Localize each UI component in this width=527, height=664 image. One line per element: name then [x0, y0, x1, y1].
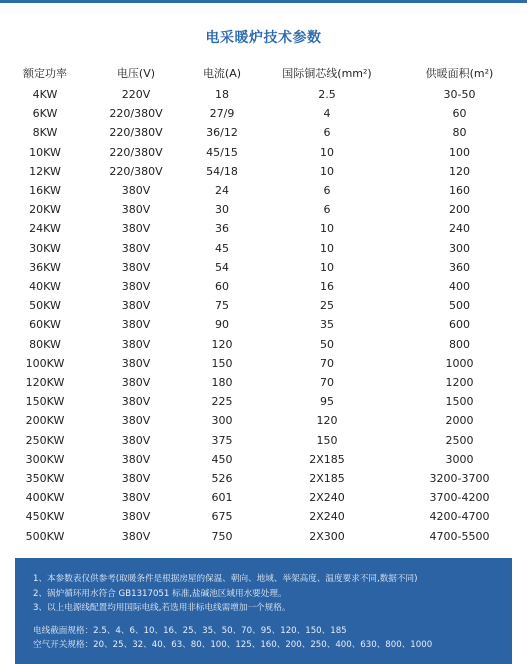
- cell-voltage: 380V: [121, 433, 151, 447]
- cell-heating-area: 360: [449, 260, 470, 274]
- cell-current: 45/15: [206, 145, 238, 159]
- cell-heating-area: 800: [449, 337, 470, 351]
- cell-heating-area: 3200-3700: [429, 472, 490, 486]
- top-rule: [0, 0, 527, 3]
- cell-copper-wire: 150: [316, 433, 338, 447]
- cell-copper-wire: 4: [323, 107, 331, 121]
- cell-power: 60KW: [29, 318, 61, 332]
- cell-copper-wire: 70: [320, 356, 334, 370]
- table-row: [0, 488, 527, 507]
- cell-power: 4KW: [32, 88, 58, 101]
- cell-current: 36/12: [206, 126, 238, 140]
- note-3: 3、以上电源线配置均用国际电线,若选用非标电线需增加一个规格。: [33, 603, 291, 613]
- cell-current: 27/9: [209, 107, 235, 121]
- table-row: [0, 431, 527, 450]
- cell-copper-wire: 120: [316, 414, 338, 428]
- cell-power: 20KW: [29, 203, 61, 217]
- table-row: [0, 200, 527, 219]
- table-row: [0, 277, 527, 296]
- cell-current: 90: [215, 318, 229, 332]
- cell-current: 300: [211, 414, 233, 428]
- table-row: [0, 527, 527, 546]
- cell-voltage: 380V: [121, 203, 151, 217]
- cell-voltage: 380V: [121, 376, 151, 390]
- cell-power: 12KW: [29, 164, 61, 178]
- page-title: 电采暖炉技术参数: [205, 30, 322, 46]
- table-row: [0, 258, 527, 277]
- cell-heating-area: 2500: [445, 433, 474, 447]
- cell-heating-area: 1500: [445, 395, 474, 409]
- cell-copper-wire: 2X300: [309, 529, 345, 543]
- cell-heating-area: 400: [449, 280, 470, 294]
- cell-voltage: 380V: [121, 241, 151, 255]
- table-row: [0, 392, 527, 411]
- cell-current: 601: [211, 491, 233, 505]
- cell-voltage: 380V: [121, 280, 151, 294]
- header-power: 额定功率: [23, 67, 67, 80]
- cell-heating-area: 600: [449, 318, 470, 332]
- cell-power: 350KW: [25, 472, 65, 486]
- cell-copper-wire: 10: [320, 164, 334, 178]
- cell-current: 54/18: [206, 164, 238, 178]
- cell-voltage: 220/380V: [109, 126, 163, 140]
- cell-current: 30: [215, 203, 229, 217]
- table-row: [0, 411, 527, 430]
- cell-copper-wire: 35: [320, 318, 334, 332]
- cell-voltage: 220V: [121, 88, 151, 101]
- cell-heating-area: 300: [449, 241, 470, 255]
- cell-voltage: 220/380V: [109, 145, 163, 159]
- cell-power: 300KW: [25, 452, 65, 466]
- cell-voltage: 220/380V: [109, 107, 163, 121]
- cell-power: 50KW: [29, 299, 61, 313]
- cell-heating-area: 160: [449, 184, 470, 198]
- cell-current: 675: [211, 510, 233, 524]
- cell-current: 750: [211, 529, 233, 543]
- table-row: [0, 181, 527, 200]
- cell-copper-wire: 6: [323, 126, 331, 140]
- cell-copper-wire: 25: [320, 299, 334, 313]
- cell-power: 120KW: [25, 376, 65, 390]
- spec-table: [0, 63, 527, 546]
- cell-heating-area: 4700-5500: [429, 529, 490, 543]
- header-current: 电流(A): [202, 67, 242, 80]
- cell-current: 45: [215, 241, 229, 255]
- cell-voltage: 380V: [121, 356, 151, 370]
- cell-power: 100KW: [25, 356, 65, 370]
- cell-power: 36KW: [29, 260, 61, 274]
- header-voltage: 电压(V): [116, 67, 156, 80]
- cell-copper-wire: 2X240: [309, 491, 345, 505]
- cell-voltage: 380V: [121, 414, 151, 428]
- cell-copper-wire: 6: [323, 203, 331, 217]
- cell-heating-area: 4200-4700: [429, 510, 490, 524]
- cell-heating-area: 120: [449, 164, 470, 178]
- cell-current: 60: [215, 280, 229, 294]
- cell-power: 150KW: [25, 395, 65, 409]
- cell-power: 40KW: [29, 280, 61, 294]
- cell-power: 30KW: [29, 241, 61, 255]
- note-2: 2、锅炉循环用水符合 GB1317051 标准,盐碱池区域用水要处理。: [33, 588, 287, 599]
- cell-heating-area: 60: [452, 107, 467, 121]
- header-heating-area: 供暖面积(m²): [425, 67, 494, 80]
- cell-power: 24KW: [29, 222, 61, 236]
- table-header-row: [0, 63, 527, 85]
- table-row: [0, 219, 527, 238]
- table-row: [0, 143, 527, 162]
- cell-heating-area: 1200: [445, 376, 474, 390]
- table-row: [0, 162, 527, 181]
- cell-voltage: 380V: [121, 510, 151, 524]
- cell-voltage: 380V: [121, 337, 151, 351]
- cell-current: 54: [215, 260, 229, 274]
- table-row: [0, 123, 527, 142]
- cell-current: 526: [211, 472, 233, 486]
- cell-heating-area: 240: [449, 222, 470, 236]
- cell-current: 225: [211, 395, 233, 409]
- table-row: [0, 469, 527, 488]
- cell-voltage: 220/380V: [109, 164, 163, 178]
- cell-heating-area: 30-50: [443, 88, 476, 101]
- cell-current: 375: [211, 433, 233, 447]
- cell-heating-area: 500: [449, 299, 470, 313]
- cell-current: 24: [215, 184, 229, 198]
- cell-current: 180: [211, 376, 233, 390]
- cell-voltage: 380V: [121, 395, 151, 409]
- cell-power: 450KW: [25, 510, 65, 524]
- note-1: 1、本参数表仅供参考(取暖条件是根据房屋的保温、朝向、地域、举架高度、温度要求不同,数据不同): [33, 574, 418, 584]
- table-row: [0, 85, 527, 104]
- table-row: [0, 104, 527, 123]
- cell-voltage: 380V: [121, 260, 151, 274]
- notes-panel: [15, 558, 512, 664]
- cell-heating-area: 100: [449, 145, 470, 159]
- table-body: [0, 85, 527, 546]
- cell-voltage: 380V: [121, 472, 151, 486]
- cell-current: 120: [211, 337, 233, 351]
- cell-voltage: 380V: [121, 184, 151, 198]
- cell-voltage: 380V: [121, 318, 151, 332]
- cell-power: 500KW: [25, 529, 65, 543]
- cell-heating-area: 3000: [445, 452, 474, 466]
- cell-voltage: 380V: [121, 299, 151, 313]
- cell-voltage: 380V: [121, 222, 151, 236]
- cell-copper-wire: 10: [320, 222, 334, 236]
- cell-copper-wire: 2X185: [309, 472, 345, 486]
- cell-voltage: 380V: [121, 529, 151, 543]
- table-row: [0, 450, 527, 469]
- cell-power: 400KW: [25, 491, 65, 505]
- cell-power: 200KW: [25, 414, 65, 428]
- switch-spec: 空气开关规格：20、25、32、40、63、80、100、125、160、200、250、400、630、800、1000: [33, 640, 433, 650]
- cell-copper-wire: 6: [323, 184, 331, 198]
- cell-copper-wire: 95: [320, 395, 334, 409]
- cell-power: 250KW: [25, 433, 65, 447]
- cell-copper-wire: 2X185: [309, 452, 345, 466]
- cell-copper-wire: 70: [320, 376, 334, 390]
- cell-copper-wire: 50: [320, 337, 334, 351]
- cell-current: 75: [215, 299, 229, 313]
- cell-heating-area: 2000: [445, 414, 474, 428]
- cell-copper-wire: 2X240: [309, 510, 345, 524]
- table-row: [0, 239, 527, 258]
- table-row: [0, 373, 527, 392]
- cell-power: 16KW: [29, 184, 61, 198]
- table-row: [0, 335, 527, 354]
- wire-spec: 电线截面规格：2.5、4、6、10、16、25、35、50、70、95、120、150、185: [33, 625, 347, 636]
- cell-heating-area: 1000: [445, 356, 474, 370]
- table-row: [0, 354, 527, 373]
- cell-heating-area: 3700-4200: [429, 491, 490, 505]
- header-copper-wire: 国际铜芯线(mm²): [282, 67, 372, 80]
- cell-current: 450: [211, 452, 233, 466]
- cell-copper-wire: 10: [320, 145, 334, 159]
- cell-copper-wire: 16: [320, 280, 334, 294]
- cell-current: 150: [211, 356, 233, 370]
- cell-power: 8KW: [32, 126, 58, 140]
- table-row: [0, 315, 527, 334]
- cell-copper-wire: 10: [320, 260, 334, 274]
- cell-power: 80KW: [29, 337, 61, 351]
- cell-voltage: 380V: [121, 491, 151, 505]
- cell-current: 18: [215, 88, 229, 101]
- table-row: [0, 507, 527, 526]
- cell-heating-area: 80: [452, 126, 467, 140]
- cell-power: 6KW: [32, 107, 58, 121]
- cell-voltage: 380V: [121, 452, 151, 466]
- cell-copper-wire: 10: [320, 241, 334, 255]
- cell-heating-area: 200: [449, 203, 470, 217]
- cell-power: 10KW: [29, 145, 61, 159]
- cell-current: 36: [215, 222, 229, 236]
- cell-copper-wire: 2.5: [318, 88, 336, 101]
- table-row: [0, 296, 527, 315]
